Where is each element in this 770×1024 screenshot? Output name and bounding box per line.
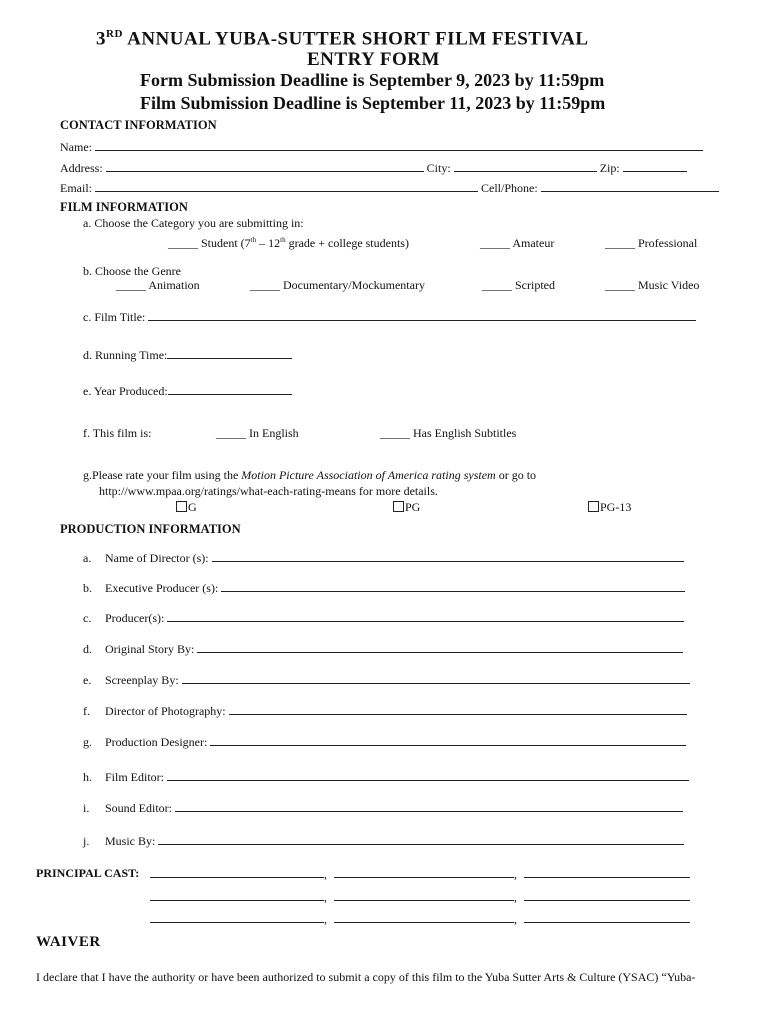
rating-pg-option[interactable]: PG bbox=[393, 500, 420, 515]
film-heading: FILM INFORMATION bbox=[60, 200, 188, 214]
production-field-row: e. Screenplay By: bbox=[83, 672, 690, 688]
production-heading: PRODUCTION INFORMATION bbox=[60, 522, 241, 536]
production-field-row: h. Film Editor: bbox=[83, 769, 689, 785]
cast-field[interactable] bbox=[334, 889, 514, 901]
email-row bbox=[60, 180, 719, 196]
production-field-row: b. Executive Producer (s): bbox=[83, 580, 685, 596]
zip-label: Zip: bbox=[599, 161, 620, 175]
production-designer-field[interactable] bbox=[210, 734, 686, 746]
cast-field[interactable] bbox=[524, 889, 690, 901]
cast-field[interactable] bbox=[150, 889, 324, 901]
cast-field[interactable] bbox=[150, 866, 324, 878]
genre-prompt: b. Choose the Genre bbox=[83, 264, 181, 278]
cast-row: , , bbox=[150, 911, 690, 927]
city-label: City: bbox=[426, 161, 451, 175]
sound-editor-label: Sound Editor: bbox=[105, 801, 173, 815]
name-row bbox=[60, 139, 703, 155]
form-title-line2: ENTRY FORM bbox=[307, 49, 440, 70]
executive-producer-field[interactable] bbox=[221, 580, 685, 592]
contact-heading: CONTACT INFORMATION bbox=[60, 118, 217, 132]
film-editor-field[interactable] bbox=[167, 769, 689, 781]
film-deadline: Film Submission Deadline is September 11, 2023 by 11:59pm bbox=[140, 93, 606, 113]
dop-label: Director of Photography: bbox=[105, 704, 226, 718]
form-title: 3RD ANNUAL YUBA-SUTTER SHORT FILM FESTIVAL bbox=[96, 28, 589, 50]
dop-field[interactable] bbox=[229, 703, 687, 715]
rating-prompt: g.Please rate your film using the Motion Picture Association of America rating system or go to bbox=[83, 468, 537, 482]
city-field[interactable] bbox=[454, 160, 597, 172]
screenplay-label: Screenplay By: bbox=[105, 673, 179, 687]
waiver-text: I declare that I have the authority or have been authorized to submit a copy of this film to the Yuba Sutter Arts & Culture (YSAC) “Yuba- bbox=[36, 970, 696, 984]
original-story-field[interactable] bbox=[197, 641, 683, 653]
year-row bbox=[83, 383, 292, 399]
phone-label: Cell/Phone: bbox=[481, 181, 538, 195]
cast-field[interactable] bbox=[524, 911, 690, 923]
film-title-field[interactable] bbox=[148, 309, 696, 321]
rating-details: http://www.mpaa.org/ratings/what-each-rating-means for more details. bbox=[99, 484, 438, 498]
category-amateur[interactable]: _____ Amateur bbox=[480, 236, 555, 250]
language-label: f. This film is: bbox=[83, 426, 152, 440]
email-label: Email: bbox=[60, 181, 92, 195]
rating-pg13-checkbox[interactable] bbox=[588, 501, 599, 512]
sound-editor-field[interactable] bbox=[175, 800, 683, 812]
director-field[interactable] bbox=[212, 550, 684, 562]
production-field-row: i. Sound Editor: bbox=[83, 800, 683, 816]
cast-field[interactable] bbox=[524, 866, 690, 878]
address-field[interactable] bbox=[106, 160, 424, 172]
film-editor-label: Film Editor: bbox=[105, 770, 165, 784]
principal-cast-label: PRINCIPAL CAST: bbox=[36, 866, 140, 880]
language-english[interactable]: _____ In English bbox=[216, 426, 299, 440]
running-time-row bbox=[83, 347, 292, 363]
producer-label: Producer(s): bbox=[105, 611, 165, 625]
executive-producer-label: Executive Producer (s): bbox=[105, 581, 219, 595]
production-field-row: j. Music By: bbox=[83, 833, 684, 849]
production-designer-label: Production Designer: bbox=[105, 735, 208, 749]
phone-field[interactable] bbox=[541, 180, 719, 192]
cast-field[interactable] bbox=[150, 911, 324, 923]
production-field-row: f. Director of Photography: bbox=[83, 703, 687, 719]
name-label: Name: bbox=[60, 140, 92, 154]
cast-row: , , bbox=[150, 889, 690, 905]
category-student[interactable]: _____ Student (7th – 12th grade + college students) bbox=[168, 236, 409, 250]
zip-field[interactable] bbox=[623, 160, 687, 172]
production-field-row: a. Name of Director (s): bbox=[83, 550, 684, 566]
genre-animation[interactable]: _____ Animation bbox=[116, 278, 200, 292]
language-subtitles[interactable]: _____ Has English Subtitles bbox=[380, 426, 517, 440]
producer-field[interactable] bbox=[167, 610, 684, 622]
form-deadline: Form Submission Deadline is September 9, 2023 by 11:59pm bbox=[140, 70, 605, 90]
cast-field[interactable] bbox=[334, 911, 514, 923]
original-story-label: Original Story By: bbox=[105, 642, 195, 656]
genre-scripted[interactable]: _____ Scripted bbox=[482, 278, 555, 292]
year-field[interactable] bbox=[168, 383, 292, 395]
production-field-row: c. Producer(s): bbox=[83, 610, 684, 626]
genre-music-video[interactable]: _____ Music Video bbox=[605, 278, 700, 292]
film-title-row bbox=[83, 309, 696, 325]
email-field[interactable] bbox=[95, 180, 478, 192]
category-professional[interactable]: _____ Professional bbox=[605, 236, 698, 250]
running-time-field[interactable] bbox=[167, 347, 292, 359]
cast-field[interactable] bbox=[334, 866, 514, 878]
address-row bbox=[60, 160, 687, 176]
category-prompt: a. Choose the Category you are submitting in: bbox=[83, 216, 304, 230]
director-label: Name of Director (s): bbox=[105, 551, 209, 565]
year-label: e. Year Produced: bbox=[83, 384, 168, 398]
film-title-label: c. Film Title: bbox=[83, 310, 146, 324]
rating-pg-checkbox[interactable] bbox=[393, 501, 404, 512]
music-by-field[interactable] bbox=[158, 833, 684, 845]
rating-pg13-option[interactable]: PG-13 bbox=[588, 500, 631, 515]
running-time-label: d. Running Time: bbox=[83, 348, 168, 362]
genre-documentary[interactable]: _____ Documentary/Mockumentary bbox=[250, 278, 425, 292]
rating-g-checkbox[interactable] bbox=[176, 501, 187, 512]
name-field[interactable] bbox=[95, 139, 703, 151]
music-by-label: Music By: bbox=[105, 834, 156, 848]
waiver-heading: WAIVER bbox=[36, 934, 101, 950]
address-label: Address: bbox=[60, 161, 103, 175]
production-field-row: g. Production Designer: bbox=[83, 734, 686, 750]
screenplay-field[interactable] bbox=[182, 672, 690, 684]
cast-row: , , bbox=[150, 866, 690, 882]
mpaa-link[interactable]: http://www.mpaa.org/ratings/what-each-rating-means bbox=[99, 484, 356, 498]
rating-g-option[interactable]: G bbox=[176, 500, 197, 515]
production-field-row: d. Original Story By: bbox=[83, 641, 683, 657]
